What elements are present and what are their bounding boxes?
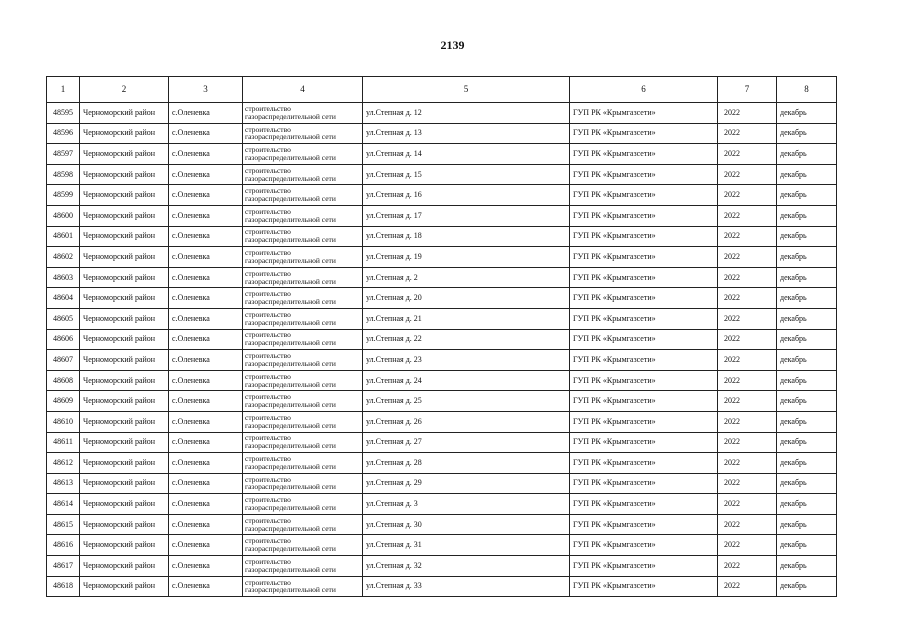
organization-cell: ГУП РК «Крымгазсети» xyxy=(570,494,718,515)
table-row xyxy=(47,226,837,247)
row-number-cell: 48614 xyxy=(47,494,80,515)
row-number-cell: 48609 xyxy=(47,391,80,412)
address-cell: ул.Степная д. 14 xyxy=(363,144,570,165)
row-number-cell: 48597 xyxy=(47,144,80,165)
organization-cell: ГУП РК «Крымгазсети» xyxy=(570,370,718,391)
work-type-cell: строительство газораспределительной сети xyxy=(243,350,363,371)
month-cell: декабрь xyxy=(777,432,837,453)
address-cell: ул.Степная д. 19 xyxy=(363,247,570,268)
table-row xyxy=(47,123,837,144)
table-row xyxy=(47,473,837,494)
month-cell: декабрь xyxy=(777,350,837,371)
month-cell: декабрь xyxy=(777,144,837,165)
address-cell: ул.Степная д. 15 xyxy=(363,164,570,185)
address-cell: ул.Степная д. 3 xyxy=(363,494,570,515)
district-cell: Черноморский район xyxy=(80,226,169,247)
row-number-cell: 48608 xyxy=(47,370,80,391)
month-cell: декабрь xyxy=(777,308,837,329)
district-cell: Черноморский район xyxy=(80,576,169,597)
row-number-cell: 48617 xyxy=(47,556,80,577)
district-cell: Черноморский район xyxy=(80,329,169,350)
month-cell: декабрь xyxy=(777,556,837,577)
row-number-cell: 48618 xyxy=(47,576,80,597)
organization-cell: ГУП РК «Крымгазсети» xyxy=(570,329,718,350)
column-header-2: 2 xyxy=(80,77,169,103)
district-cell: Черноморский район xyxy=(80,185,169,206)
work-type-cell: строительство газораспределительной сети xyxy=(243,370,363,391)
address-cell: ул.Степная д. 28 xyxy=(363,453,570,474)
district-cell: Черноморский район xyxy=(80,453,169,474)
address-cell: ул.Степная д. 33 xyxy=(363,576,570,597)
table-row xyxy=(47,267,837,288)
row-number-cell: 48602 xyxy=(47,247,80,268)
month-cell: декабрь xyxy=(777,164,837,185)
district-cell: Черноморский район xyxy=(80,103,169,124)
year-cell: 2022 xyxy=(718,391,777,412)
work-type-cell: строительство газораспределительной сети xyxy=(243,556,363,577)
work-type-cell: строительство газораспределительной сети xyxy=(243,164,363,185)
table-row xyxy=(47,453,837,474)
month-cell: декабрь xyxy=(777,370,837,391)
table-body xyxy=(47,103,837,597)
address-cell: ул.Степная д. 30 xyxy=(363,514,570,535)
settlement-cell: с.Оленевка xyxy=(169,185,243,206)
district-cell: Черноморский район xyxy=(80,370,169,391)
year-cell: 2022 xyxy=(718,247,777,268)
work-type-cell: строительство газораспределительной сети xyxy=(243,432,363,453)
address-cell: ул.Степная д. 12 xyxy=(363,103,570,124)
address-cell: ул.Степная д. 13 xyxy=(363,123,570,144)
organization-cell: ГУП РК «Крымгазсети» xyxy=(570,205,718,226)
district-cell: Черноморский район xyxy=(80,514,169,535)
organization-cell: ГУП РК «Крымгазсети» xyxy=(570,514,718,535)
work-type-cell: строительство газораспределительной сети xyxy=(243,144,363,165)
settlement-cell: с.Оленевка xyxy=(169,494,243,515)
row-number-cell: 48615 xyxy=(47,514,80,535)
organization-cell: ГУП РК «Крымгазсети» xyxy=(570,185,718,206)
settlement-cell: с.Оленевка xyxy=(169,103,243,124)
table-row xyxy=(47,535,837,556)
table-row xyxy=(47,556,837,577)
page-number: 2139 xyxy=(440,38,465,52)
column-header-6: 6 xyxy=(570,77,718,103)
row-number-cell: 48604 xyxy=(47,288,80,309)
year-cell: 2022 xyxy=(718,267,777,288)
row-number-cell: 48595 xyxy=(47,103,80,124)
settlement-cell: с.Оленевка xyxy=(169,350,243,371)
column-header-3: 3 xyxy=(169,77,243,103)
table-row xyxy=(47,370,837,391)
district-cell: Черноморский район xyxy=(80,267,169,288)
year-cell: 2022 xyxy=(718,432,777,453)
table-row xyxy=(47,576,837,597)
settlement-cell: с.Оленевка xyxy=(169,576,243,597)
address-cell: ул.Степная д. 29 xyxy=(363,473,570,494)
month-cell: декабрь xyxy=(777,247,837,268)
table-row xyxy=(47,308,837,329)
year-cell: 2022 xyxy=(718,370,777,391)
organization-cell: ГУП РК «Крымгазсети» xyxy=(570,288,718,309)
settlement-cell: с.Оленевка xyxy=(169,288,243,309)
district-cell: Черноморский район xyxy=(80,350,169,371)
year-cell: 2022 xyxy=(718,205,777,226)
row-number-cell: 48596 xyxy=(47,123,80,144)
row-number-cell: 48607 xyxy=(47,350,80,371)
row-number-cell: 48611 xyxy=(47,432,80,453)
month-cell: декабрь xyxy=(777,103,837,124)
month-cell: декабрь xyxy=(777,535,837,556)
address-cell: ул.Степная д. 27 xyxy=(363,432,570,453)
year-cell: 2022 xyxy=(718,185,777,206)
table-row xyxy=(47,205,837,226)
address-cell: ул.Степная д. 2 xyxy=(363,267,570,288)
settlement-cell: с.Оленевка xyxy=(169,267,243,288)
work-type-cell: строительство газораспределительной сети xyxy=(243,514,363,535)
address-cell: ул.Степная д. 18 xyxy=(363,226,570,247)
table-row xyxy=(47,185,837,206)
table-row xyxy=(47,411,837,432)
work-type-cell: строительство газораспределительной сети xyxy=(243,391,363,412)
month-cell: декабрь xyxy=(777,494,837,515)
settlement-cell: с.Оленевка xyxy=(169,247,243,268)
settlement-cell: с.Оленевка xyxy=(169,556,243,577)
column-header-8: 8 xyxy=(777,77,837,103)
address-cell: ул.Степная д. 25 xyxy=(363,391,570,412)
table-header xyxy=(47,77,837,103)
work-type-cell: строительство газораспределительной сети xyxy=(243,329,363,350)
table-row xyxy=(47,494,837,515)
organization-cell: ГУП РК «Крымгазсети» xyxy=(570,103,718,124)
address-cell: ул.Степная д. 23 xyxy=(363,350,570,371)
column-header-5: 5 xyxy=(363,77,570,103)
year-cell: 2022 xyxy=(718,350,777,371)
address-cell: ул.Степная д. 26 xyxy=(363,411,570,432)
column-header-4: 4 xyxy=(243,77,363,103)
month-cell: декабрь xyxy=(777,288,837,309)
year-cell: 2022 xyxy=(718,411,777,432)
address-cell: ул.Степная д. 16 xyxy=(363,185,570,206)
row-number-cell: 48600 xyxy=(47,205,80,226)
table-row xyxy=(47,103,837,124)
work-type-cell: строительство газораспределительной сети xyxy=(243,103,363,124)
address-cell: ул.Степная д. 21 xyxy=(363,308,570,329)
year-cell: 2022 xyxy=(718,164,777,185)
month-cell: декабрь xyxy=(777,226,837,247)
organization-cell: ГУП РК «Крымгазсети» xyxy=(570,267,718,288)
settlement-cell: с.Оленевка xyxy=(169,308,243,329)
year-cell: 2022 xyxy=(718,308,777,329)
year-cell: 2022 xyxy=(718,473,777,494)
work-type-cell: строительство газораспределительной сети xyxy=(243,473,363,494)
district-cell: Черноморский район xyxy=(80,411,169,432)
settlement-cell: с.Оленевка xyxy=(169,329,243,350)
address-cell: ул.Степная д. 20 xyxy=(363,288,570,309)
district-cell: Черноморский район xyxy=(80,432,169,453)
month-cell: декабрь xyxy=(777,123,837,144)
year-cell: 2022 xyxy=(718,123,777,144)
district-cell: Черноморский район xyxy=(80,556,169,577)
work-type-cell: строительство газораспределительной сети xyxy=(243,247,363,268)
district-cell: Черноморский район xyxy=(80,494,169,515)
year-cell: 2022 xyxy=(718,288,777,309)
address-cell: ул.Степная д. 32 xyxy=(363,556,570,577)
district-cell: Черноморский район xyxy=(80,164,169,185)
work-type-cell: строительство газораспределительной сети xyxy=(243,494,363,515)
district-cell: Черноморский район xyxy=(80,288,169,309)
settlement-cell: с.Оленевка xyxy=(169,453,243,474)
district-cell: Черноморский район xyxy=(80,205,169,226)
settlement-cell: с.Оленевка xyxy=(169,411,243,432)
month-cell: декабрь xyxy=(777,267,837,288)
table-row xyxy=(47,350,837,371)
organization-cell: ГУП РК «Крымгазсети» xyxy=(570,350,718,371)
column-header-7: 7 xyxy=(718,77,777,103)
row-number-cell: 48613 xyxy=(47,473,80,494)
year-cell: 2022 xyxy=(718,556,777,577)
work-type-cell: строительство газораспределительной сети xyxy=(243,226,363,247)
settlement-cell: с.Оленевка xyxy=(169,514,243,535)
settlement-cell: с.Оленевка xyxy=(169,144,243,165)
work-type-cell: строительство газораспределительной сети xyxy=(243,288,363,309)
month-cell: декабрь xyxy=(777,205,837,226)
work-type-cell: строительство газораспределительной сети xyxy=(243,535,363,556)
district-cell: Черноморский район xyxy=(80,123,169,144)
row-number-cell: 48598 xyxy=(47,164,80,185)
year-cell: 2022 xyxy=(718,514,777,535)
organization-cell: ГУП РК «Крымгазсети» xyxy=(570,453,718,474)
settlement-cell: с.Оленевка xyxy=(169,164,243,185)
settlement-cell: с.Оленевка xyxy=(169,370,243,391)
month-cell: декабрь xyxy=(777,185,837,206)
year-cell: 2022 xyxy=(718,535,777,556)
address-cell: ул.Степная д. 22 xyxy=(363,329,570,350)
data-table xyxy=(46,76,837,597)
district-cell: Черноморский район xyxy=(80,144,169,165)
month-cell: декабрь xyxy=(777,329,837,350)
row-number-cell: 48612 xyxy=(47,453,80,474)
work-type-cell: строительство газораспределительной сети xyxy=(243,453,363,474)
month-cell: декабрь xyxy=(777,411,837,432)
work-type-cell: строительство газораспределительной сети xyxy=(243,267,363,288)
month-cell: декабрь xyxy=(777,391,837,412)
work-type-cell: строительство газораспределительной сети xyxy=(243,123,363,144)
table-row xyxy=(47,391,837,412)
settlement-cell: с.Оленевка xyxy=(169,535,243,556)
work-type-cell: строительство газораспределительной сети xyxy=(243,576,363,597)
district-cell: Черноморский район xyxy=(80,247,169,268)
organization-cell: ГУП РК «Крымгазсети» xyxy=(570,226,718,247)
settlement-cell: с.Оленевка xyxy=(169,123,243,144)
table-row xyxy=(47,144,837,165)
settlement-cell: с.Оленевка xyxy=(169,473,243,494)
year-cell: 2022 xyxy=(718,329,777,350)
month-cell: декабрь xyxy=(777,453,837,474)
address-cell: ул.Степная д. 31 xyxy=(363,535,570,556)
organization-cell: ГУП РК «Крымгазсети» xyxy=(570,556,718,577)
district-cell: Черноморский район xyxy=(80,308,169,329)
settlement-cell: с.Оленевка xyxy=(169,391,243,412)
table-row xyxy=(47,288,837,309)
address-cell: ул.Степная д. 24 xyxy=(363,370,570,391)
work-type-cell: строительство газораспределительной сети xyxy=(243,308,363,329)
row-number-cell: 48606 xyxy=(47,329,80,350)
table-row xyxy=(47,514,837,535)
work-type-cell: строительство газораспределительной сети xyxy=(243,185,363,206)
table-row xyxy=(47,329,837,350)
district-cell: Черноморский район xyxy=(80,391,169,412)
organization-cell: ГУП РК «Крымгазсети» xyxy=(570,164,718,185)
address-cell: ул.Степная д. 17 xyxy=(363,205,570,226)
row-number-cell: 48603 xyxy=(47,267,80,288)
month-cell: декабрь xyxy=(777,576,837,597)
organization-cell: ГУП РК «Крымгазсети» xyxy=(570,391,718,412)
table-row xyxy=(47,432,837,453)
column-header-1: 1 xyxy=(47,77,80,103)
organization-cell: ГУП РК «Крымгазсети» xyxy=(570,576,718,597)
district-cell: Черноморский район xyxy=(80,535,169,556)
organization-cell: ГУП РК «Крымгазсети» xyxy=(570,432,718,453)
settlement-cell: с.Оленевка xyxy=(169,226,243,247)
table-row xyxy=(47,247,837,268)
year-cell: 2022 xyxy=(718,226,777,247)
organization-cell: ГУП РК «Крымгазсети» xyxy=(570,247,718,268)
work-type-cell: строительство газораспределительной сети xyxy=(243,411,363,432)
settlement-cell: с.Оленевка xyxy=(169,432,243,453)
table-row xyxy=(47,164,837,185)
row-number-cell: 48605 xyxy=(47,308,80,329)
organization-cell: ГУП РК «Крымгазсети» xyxy=(570,123,718,144)
work-type-cell: строительство газораспределительной сети xyxy=(243,205,363,226)
row-number-cell: 48601 xyxy=(47,226,80,247)
organization-cell: ГУП РК «Крымгазсети» xyxy=(570,535,718,556)
year-cell: 2022 xyxy=(718,494,777,515)
organization-cell: ГУП РК «Крымгазсети» xyxy=(570,411,718,432)
organization-cell: ГУП РК «Крымгазсети» xyxy=(570,144,718,165)
settlement-cell: с.Оленевка xyxy=(169,205,243,226)
organization-cell: ГУП РК «Крымгазсети» xyxy=(570,308,718,329)
year-cell: 2022 xyxy=(718,144,777,165)
row-number-cell: 48610 xyxy=(47,411,80,432)
year-cell: 2022 xyxy=(718,453,777,474)
header-row xyxy=(47,77,837,103)
year-cell: 2022 xyxy=(718,103,777,124)
organization-cell: ГУП РК «Крымгазсети» xyxy=(570,473,718,494)
row-number-cell: 48599 xyxy=(47,185,80,206)
month-cell: декабрь xyxy=(777,514,837,535)
district-cell: Черноморский район xyxy=(80,473,169,494)
year-cell: 2022 xyxy=(718,576,777,597)
month-cell: декабрь xyxy=(777,473,837,494)
row-number-cell: 48616 xyxy=(47,535,80,556)
